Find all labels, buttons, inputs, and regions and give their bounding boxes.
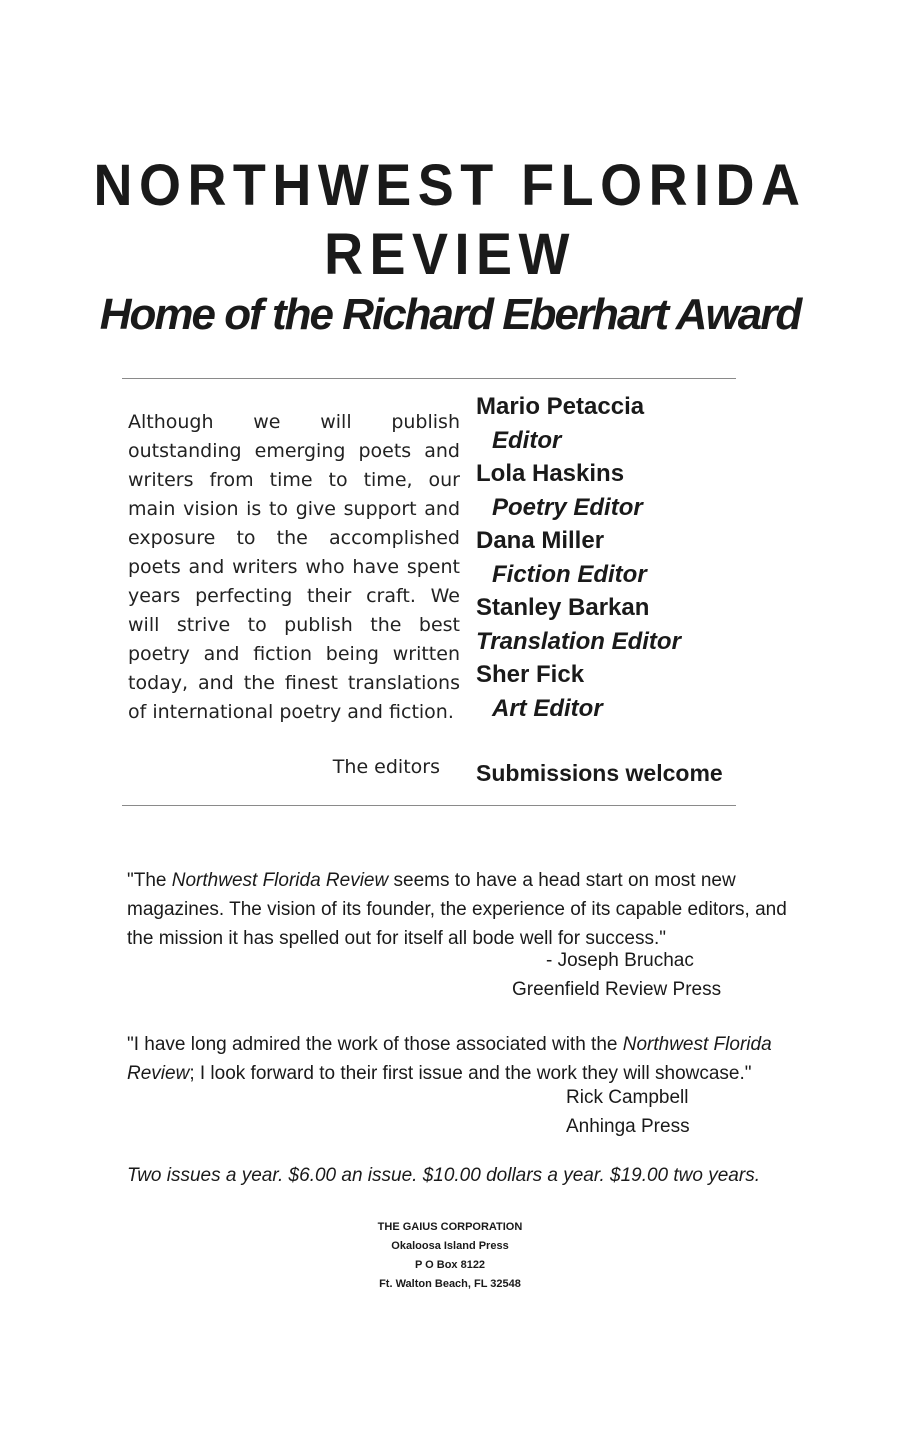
staff-entry [476,524,756,591]
staff-name: Stanley Barkan [476,594,650,621]
subscription-pricing: Two issues a year. $6.00 an issue. $10.00 dollars a year. $19.00 two years. [127,1165,760,1186]
top-divider [122,378,736,379]
staff-entry [476,591,756,658]
publication-name: Northwest Florida Review [127,1034,772,1084]
staff-name: Dana Miller [476,527,605,554]
publisher-address [300,1218,600,1294]
mission-statement: Although we will publish outstanding emerging poets and writers from time to time, our main vision is to give support and exposure to the accomplished poets and writers who have spent years perfecting their craft. We will strive to publish the best poetry and fiction being written today, and the finest translations of international poetry and fiction. [128,411,460,723]
award-subtitle: Home of the Richard Eberhart Award [99,290,801,339]
staff-name: Sher Fick [476,661,585,688]
staff-entry [476,390,756,457]
quote-text: seems to have a head start on most new magazines. The vision of its founder, the experience of its capable editors, and the mission it has spelled out for itself all bode well for success." [127,870,787,949]
staff-entry [476,457,756,524]
staff-entry [476,658,756,725]
testimonial-affiliation: Greenfield Review Press [512,979,722,1000]
title-line-1: NORTHWEST FLORIDA [93,153,807,218]
statement-signoff: The editors [332,756,440,778]
testimonial-affiliation: Anhinga Press [566,1116,690,1137]
testimonial-author: Rick Campbell [566,1087,689,1108]
staff-role: Editor [492,426,562,454]
publisher-city: Ft. Walton Beach, FL 32548 [379,1278,521,1290]
staff-name: Mario Petaccia [476,393,645,420]
staff-name: Lola Haskins [476,460,625,487]
title-line-2: REVIEW [324,222,576,287]
staff-role: Fiction Editor [492,560,647,588]
staff-role: Art Editor [492,694,603,722]
staff-role: Translation Editor [476,627,681,655]
submissions-notice: Submissions welcome [476,760,723,786]
quote-text: "I have long admired the work of those associated with the [127,1034,623,1055]
masthead [476,390,756,725]
testimonial-quote [127,866,787,953]
publisher-imprint: Okaloosa Island Press [391,1240,509,1252]
staff-role: Poetry Editor [492,493,643,521]
testimonial-quote [127,1030,787,1088]
publisher-po-box: P O Box 8122 [414,1259,486,1271]
quote-text: ; I look forward to their first issue and the work they will showcase." [189,1063,752,1084]
bottom-divider [122,805,736,806]
publication-name: Northwest Florida Review [171,870,389,891]
publisher-name: THE GAIUS CORPORATION [377,1221,523,1233]
testimonial-author: - Joseph Bruchac [546,950,694,971]
quote-text: "The [127,870,172,891]
